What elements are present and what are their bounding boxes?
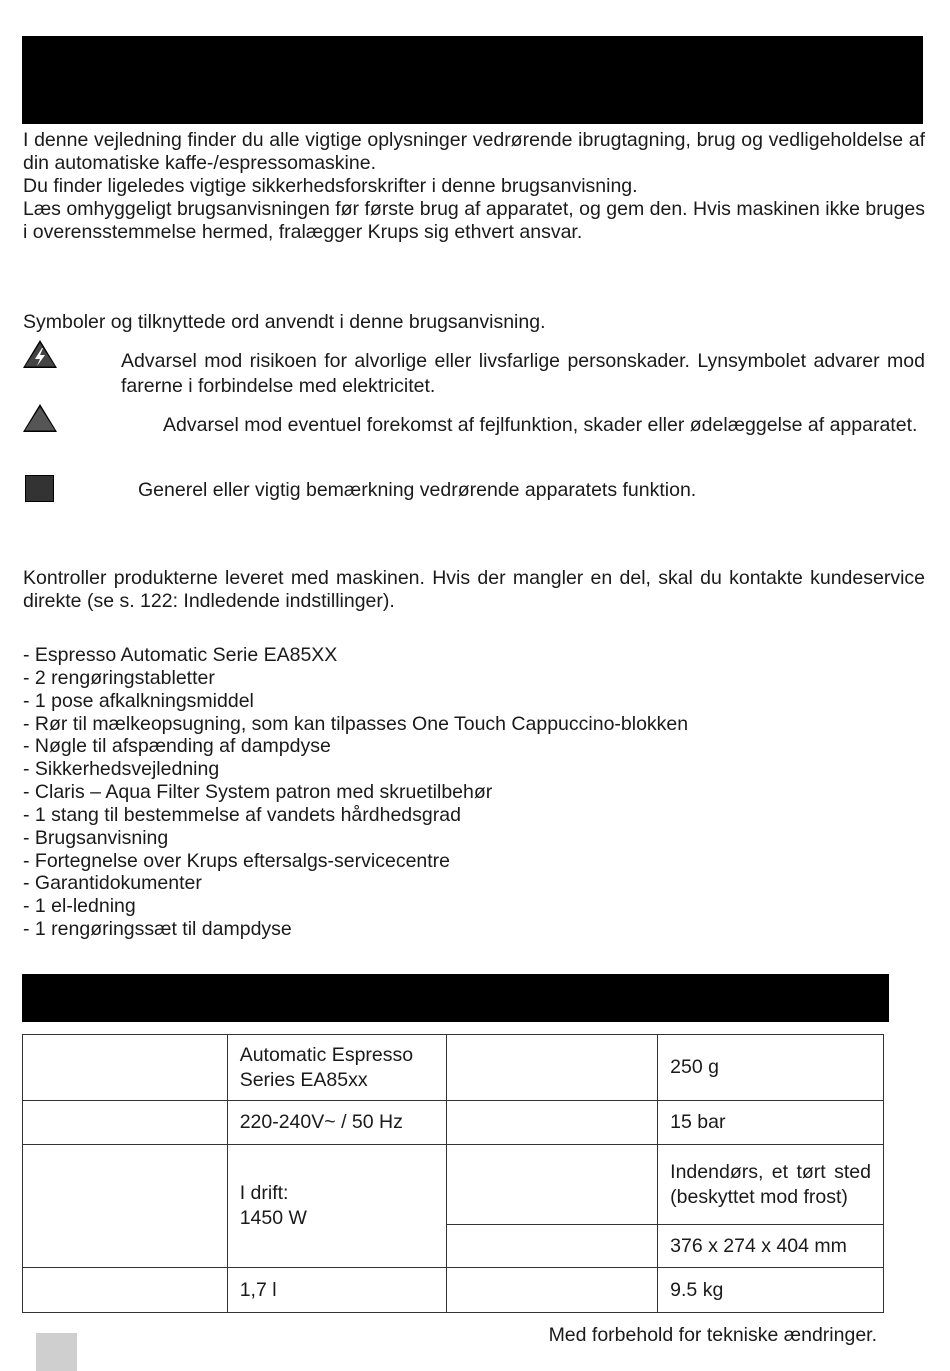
lightning-warning-icon (22, 339, 58, 369)
list-item: - Sikkerhedsvejledning (23, 758, 220, 781)
spec-environment: Indendørs, et tørt sted (beskyttet mod frost) (658, 1145, 884, 1225)
spec-power-supply: 220-240V~ / 50 Hz (227, 1101, 446, 1145)
intro-paragraph-2: Du finder ligeledes vigtige sikkerhedsforskrifter i denne brugsanvisning. (23, 175, 638, 197)
warning-triangle-icon (22, 403, 58, 433)
table-row (23, 1035, 884, 1101)
spec-pressure: 15 bar (658, 1101, 884, 1145)
spec-label-cell (23, 1101, 228, 1145)
table-row (23, 1101, 884, 1145)
spec-label-cell (446, 1145, 658, 1225)
symbol-note-text: Generel eller vigtig bemærkning vedrørende apparatets funktion. (138, 479, 697, 501)
list-item: - Claris – Aqua Filter System patron med skruetilbehør (23, 781, 493, 804)
note-square-icon (25, 475, 54, 502)
spec-label-cell (23, 1268, 228, 1313)
specs-header-bar (22, 974, 889, 1022)
contents-list (23, 644, 688, 941)
specs-table (22, 1034, 884, 1313)
contents-intro: Kontroller produkterne leveret med maskinen. Hvis der mangler en del, skal du kontakte kundeservice direkte (se s. 122: Indledende indstillinger). (23, 567, 925, 612)
list-item: - Brugsanvisning (23, 826, 169, 849)
spec-water-tank: 1,7 l (227, 1268, 446, 1313)
symbols-intro: Symboler og tilknyttede ord anvendt i denne brugsanvisning. (23, 311, 546, 333)
spec-power: I drift: 1450 W (227, 1145, 446, 1268)
page-number-box (36, 1333, 77, 1371)
spec-label-cell (446, 1035, 658, 1101)
list-item: - 1 stang til bestemmelse af vandets hårdhedsgrad (23, 803, 461, 826)
footer-note: Med forbehold for tekniske ændringer. (548, 1324, 877, 1346)
spec-label-cell (23, 1035, 228, 1101)
intro-paragraph-3: Læs omhyggeligt brugsanvisningen før første brug af apparatet, og gem den. Hvis maskinen ikke bruges i overensstemmelse hermed, fralægger Krups sig ethvert ansvar. (23, 198, 925, 243)
table-row (23, 1268, 884, 1313)
list-item: - Nøgle til afspænding af dampdyse (23, 735, 331, 758)
list-item: - 1 rengøringssæt til dampdyse (23, 918, 292, 941)
spec-label-cell (446, 1268, 658, 1313)
list-item: - 1 el-ledning (23, 895, 136, 918)
symbol-lightning-text: Advarsel mod risikoen for alvorlige eller livsfarlige personskader. Lynsymbolet advarer mod farerne i forbindelse med elektricitet. (121, 350, 925, 397)
symbol-warning-text: Advarsel mod eventuel forekomst af fejlfunktion, skader eller ødelæggelse af apparatet. (163, 414, 918, 436)
list-item: - Fortegnelse over Krups eftersalgs-servicecentre (23, 849, 451, 872)
list-item: - 2 rengøringstabletter (23, 666, 215, 689)
spec-dimensions: 376 x 274 x 404 mm (658, 1225, 884, 1268)
list-item: - Rør til mælkeopsugning, som kan tilpasses One Touch Cappuccino-blokken (23, 712, 689, 735)
spec-label-cell (446, 1225, 658, 1268)
spec-weight: 9.5 kg (658, 1268, 884, 1313)
spec-beans: 250 g (658, 1035, 884, 1101)
list-item: - Garantidokumenter (23, 872, 202, 895)
intro-paragraph-1: I denne vejledning finder du alle vigtige oplysninger vedrørende ibrugtagning, brug og vedligeholdelse af din automatiske kaffe-/espressomaskine. (23, 129, 925, 174)
header-bar (22, 36, 923, 124)
list-item: - 1 pose afkalkningsmiddel (23, 689, 254, 712)
table-row (23, 1145, 884, 1225)
spec-label-cell (446, 1101, 658, 1145)
spec-model: Automatic Espresso Series EA85xx (227, 1035, 446, 1101)
spec-label-cell (23, 1145, 228, 1268)
list-item: - Espresso Automatic Serie EA85XX (23, 644, 338, 666)
